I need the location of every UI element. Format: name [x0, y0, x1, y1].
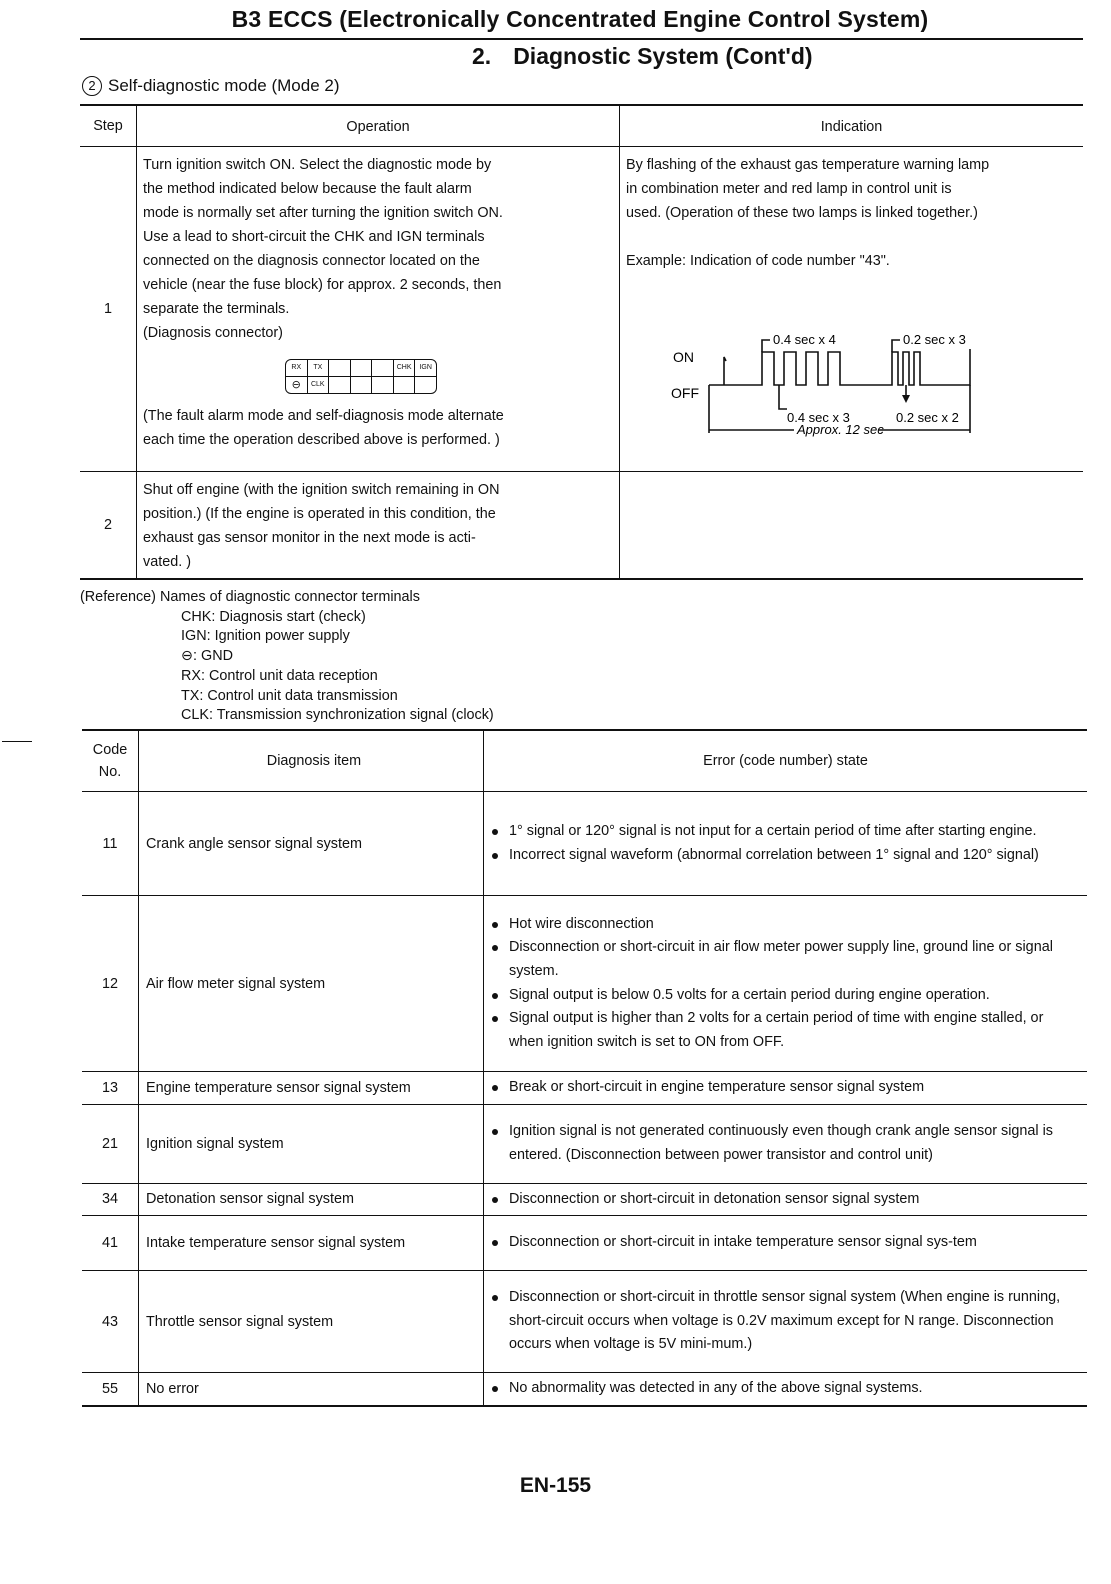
table-row [82, 1271, 1087, 1373]
header-operation: Operation [137, 105, 620, 147]
diagnosis-item: Air flow meter signal system [139, 896, 484, 1072]
table-row [82, 1072, 1087, 1105]
code-number: 21 [82, 1104, 139, 1183]
header-diagnosis-item: Diagnosis item [139, 730, 484, 792]
operation-line: Turn ignition switch ON. Select the diagnostic mode by [143, 157, 492, 173]
terminal-ign: IGN [415, 360, 436, 377]
long-gap-label: 0.4 sec x 3 [787, 410, 850, 425]
header-error-state: Error (code number) state [484, 730, 1088, 792]
long-gap-leader [779, 385, 787, 409]
error-state-bullet: Disconnection or short-circuit in intake temperature sensor signal sys-tem [490, 1231, 1079, 1255]
terminal-empty [415, 377, 436, 394]
terminal-rx: RX [286, 360, 307, 377]
operation-note-line: each time the operation described above is performed. ) [143, 432, 500, 448]
section-number: 2. [472, 43, 492, 69]
header-code-no [82, 730, 139, 792]
table-row [82, 1373, 1087, 1406]
error-state [484, 896, 1088, 1072]
diagnosis-code-table [82, 729, 1087, 1407]
code-43-waveform-diagram [671, 332, 1034, 467]
terminal-empty [372, 377, 394, 394]
code-number: 34 [82, 1183, 139, 1216]
operation-line: connected on the diagnosis connector located on the [143, 253, 480, 269]
table-row [82, 1104, 1087, 1183]
reference-title: Names of diagnostic connector terminals [159, 589, 420, 605]
code-number: 12 [82, 896, 139, 1072]
header-step: Step [80, 105, 137, 147]
operation-line: Shut off engine (with the ignition switch remaining in ON [143, 482, 500, 498]
diagnosis-item: Throttle sensor signal system [139, 1271, 484, 1373]
terminal-empty [393, 377, 415, 394]
terminal-reference [80, 588, 494, 726]
terminal-empty [329, 377, 351, 394]
operation-line: Use a lead to short-circuit the CHK and IGN terminals [143, 229, 485, 245]
operation-line: vehicle (near the fuse block) for approx. 2 seconds, then [143, 277, 502, 293]
terminal-clk: CLK [307, 377, 329, 394]
indication-example: Example: Indication of code number "43". [626, 253, 890, 269]
operation-line: vated. ) [143, 554, 191, 570]
error-state-bullet: Disconnection or short-circuit in detonation sensor signal system [490, 1188, 1079, 1212]
reference-item: ⊖: GND [181, 648, 234, 665]
step-row-2 [80, 472, 1083, 580]
error-state-bullet: Disconnection or short-circuit in throttle sensor signal system (When engine is running, short-circuit occurs when voltage is 0.2V maximum except for N range. Disconnection occurs when voltage is 5V mini-mum.) [490, 1286, 1079, 1357]
long-pulse-leader [762, 340, 770, 352]
diagnosis-item: Crank angle sensor signal system [139, 792, 484, 896]
reference-item: TX: Control unit data transmission [181, 687, 398, 704]
terminal-empty [350, 360, 372, 377]
terminal-tx: TX [307, 360, 329, 377]
margin-mark [2, 741, 32, 742]
indication-line: used. (Operation of these two lamps is linked together.) [626, 205, 978, 221]
error-state-bullet: Break or short-circuit in engine temperature sensor signal system [490, 1076, 1079, 1100]
error-state [484, 792, 1088, 896]
error-state-bullet: 1° signal or 120° signal is not input for a certain period of time after starting engine. [490, 820, 1079, 844]
circled-number-icon: 2 [82, 76, 102, 96]
table-row [82, 1183, 1087, 1216]
operation-line: mode is normally set after turning the ignition switch ON. [143, 205, 503, 221]
diagnosis-item: Ignition signal system [139, 1104, 484, 1183]
step-2-operation [137, 472, 620, 580]
header-indication: Indication [620, 105, 1084, 147]
operation-line: separate the terminals. [143, 301, 290, 317]
operation-line: (Diagnosis connector) [143, 325, 283, 341]
error-state-bullet: Signal output is higher than 2 volts for a certain period of time with engine stalled, or when ignition switch is set to ON from OFF. [490, 1007, 1079, 1054]
error-state-bullet: No abnormality was detected in any of the above signal systems. [490, 1377, 1079, 1401]
reference-list [181, 608, 494, 726]
operation-note-line: (The fault alarm mode and self-diagnosis mode alternate [143, 408, 504, 424]
operation-line: exhaust gas sensor monitor in the next mode is acti- [143, 530, 476, 546]
error-state-bullet: Ignition signal is not generated continuously even though crank angle sensor signal is entered. (Disconnection between power transistor and control unit) [490, 1120, 1079, 1167]
waveform-on-label: ON [673, 349, 694, 365]
step-2-indication [620, 472, 1084, 580]
short-pulse-label: 0.2 sec x 3 [903, 332, 966, 347]
short-gap-arrow-icon [902, 395, 910, 403]
diagnosis-item: Detonation sensor signal system [139, 1183, 484, 1216]
reference-item: RX: Control unit data reception [181, 667, 378, 684]
table-row [82, 1216, 1087, 1271]
terminal-empty [350, 377, 372, 394]
indication-line: in combination meter and red lamp in control unit is [626, 181, 952, 197]
terminal-gnd: ⊖ [286, 377, 307, 394]
diagnosis-item: Engine temperature sensor signal system [139, 1072, 484, 1105]
long-pulse-label: 0.4 sec x 4 [773, 332, 836, 347]
code-number: 41 [82, 1216, 139, 1271]
step-number: 1 [80, 147, 137, 472]
section-title: Diagnostic System (Cont'd) [513, 43, 813, 69]
reference-item: CLK: Transmission synchronization signal (clock) [181, 707, 494, 724]
error-state-bullet: Disconnection or short-circuit in air flow meter power supply line, ground line or signal system. [490, 936, 1079, 983]
operation-line: position.) (If the engine is operated in this condition, the [143, 506, 496, 522]
table-row [82, 896, 1087, 1072]
step-table-header [80, 105, 1083, 147]
error-state [484, 1183, 1088, 1216]
terminal-empty [372, 360, 394, 377]
code-number: 11 [82, 792, 139, 896]
page-number: EN-155 [519, 1474, 592, 1497]
error-state [484, 1104, 1088, 1183]
terminal-chk: CHK [393, 360, 415, 377]
step-1-indication [620, 147, 1084, 472]
total-duration-label: Approx. 12 sec [797, 422, 884, 437]
step-number: 2 [80, 472, 137, 580]
error-state-bullet: Incorrect signal waveform (abnormal correlation between 1° signal and 120° signal) [490, 844, 1079, 868]
reference-label: (Reference) [80, 589, 156, 605]
code-number: 55 [101, 1380, 118, 1397]
step-table [80, 104, 1083, 580]
error-state [484, 1072, 1088, 1105]
code-number: 13 [82, 1072, 139, 1105]
error-state [484, 1271, 1088, 1373]
reference-item: CHK: Diagnosis start (check) [181, 608, 366, 625]
code-number: 43 [82, 1271, 139, 1373]
short-gap-label: 0.2 sec x 2 [896, 410, 959, 425]
title-rule [80, 38, 1083, 40]
mode-heading-text: Self-diagnostic mode (Mode 2) [108, 76, 340, 95]
page-title: B3 ECCS (Electronically Concentrated Engine Control System) [231, 6, 929, 32]
waveform-signal [709, 349, 970, 385]
reference-item: IGN: Ignition power supply [181, 628, 350, 645]
step-1-operation [137, 147, 620, 472]
error-state-bullet: Signal output is below 0.5 volts for a certain period during engine operation. [490, 984, 1079, 1008]
diagnosis-item: Intake temperature sensor signal system [139, 1216, 484, 1271]
error-state [484, 1216, 1088, 1271]
waveform-off-label: OFF [671, 385, 699, 401]
error-state [484, 1373, 1088, 1406]
operation-line: the method indicated below because the fault alarm [143, 181, 472, 197]
terminal-empty [329, 360, 351, 377]
short-pulse-leader [892, 340, 900, 352]
diagnosis-connector-diagram [285, 359, 437, 394]
header-code-line: Code [92, 742, 128, 758]
code-table-header [82, 730, 1087, 792]
header-no-line: No. [98, 764, 122, 780]
mode-heading [82, 76, 340, 96]
section-heading [472, 43, 813, 70]
error-state-bullet: Hot wire disconnection [490, 913, 1079, 937]
diagnosis-item: No error [139, 1373, 484, 1406]
table-row [82, 792, 1087, 896]
indication-line: By flashing of the exhaust gas temperature warning lamp [626, 157, 990, 173]
step-row-1 [80, 147, 1083, 472]
